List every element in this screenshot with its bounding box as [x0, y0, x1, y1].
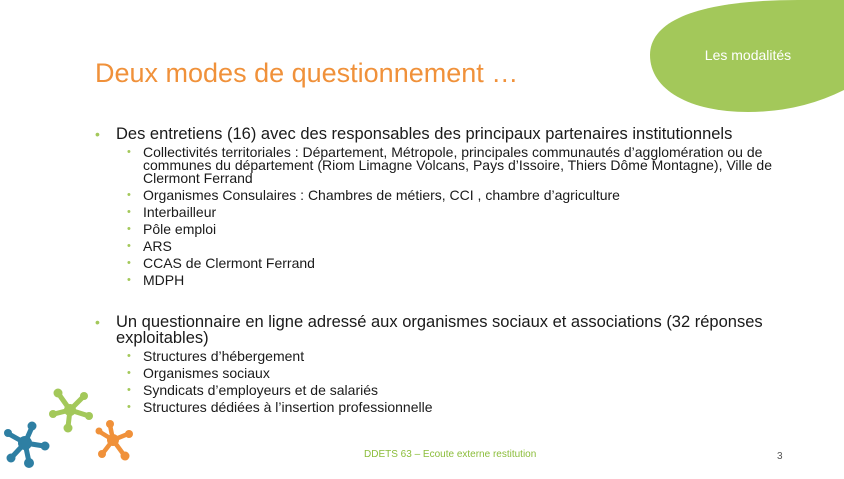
page-number: 3: [777, 451, 783, 462]
bullet-icon: •: [95, 126, 100, 142]
slide-title: Deux modes de questionnement …: [95, 58, 519, 88]
bullet-icon: •: [127, 257, 131, 269]
list-item: • Pôle emploi: [127, 221, 217, 237]
list-item: • Structures d’hébergement: [127, 348, 305, 364]
bullet-icon: •: [127, 223, 131, 235]
bullet-icon: •: [127, 146, 131, 158]
section-text: Des entretiens (16) avec des responsables des principaux partenaires institutionnels: [116, 125, 733, 143]
list-item: • Organismes Consulaires : Chambres de métiers, CCI , chambre d’agriculture: [127, 187, 620, 203]
bullet-icon: •: [127, 189, 131, 201]
corner-badge-label: Les modalités: [704, 47, 792, 63]
footer-text: DDETS 63 – Ecoute externe restitution: [364, 449, 537, 460]
bullet-icon: •: [127, 274, 131, 286]
bullet-icon: •: [127, 401, 131, 413]
bullet-icon: •: [127, 206, 131, 218]
bullet-icon: •: [127, 384, 131, 396]
list-item: • CCAS de Clermont Ferrand: [127, 255, 315, 271]
bullet-icon: •: [127, 350, 131, 362]
section-questionnaire: [95, 314, 795, 346]
bullet-icon: •: [95, 314, 100, 330]
section-text: Un questionnaire en ligne adressé aux organismes sociaux et associations (32 réponses exploitables): [116, 313, 763, 347]
list-item: • Collectivités territoriales : Département, Métropole, principales communautés d’agglomération ou de communes du département (Riom Limagne Volcans, Pays d’Issoire, Thiers Dôme Montagne), Ville de Clermont Ferrand: [127, 144, 773, 186]
list-item: • ARS: [127, 238, 172, 254]
list-item: • Interbailleur: [127, 204, 217, 220]
list-item: • Structures dédiées à l’insertion professionnelle: [127, 399, 433, 415]
molecule-logo: [0, 380, 140, 479]
list-item: • Organismes sociaux: [127, 365, 270, 381]
list-item: • Syndicats d’employeurs et de salariés: [127, 382, 379, 398]
bullet-icon: •: [127, 367, 131, 379]
section-interviews: [95, 126, 795, 142]
list-item: • MDPH: [127, 272, 185, 288]
bullet-icon: •: [127, 240, 131, 252]
slide-content: [95, 126, 795, 418]
